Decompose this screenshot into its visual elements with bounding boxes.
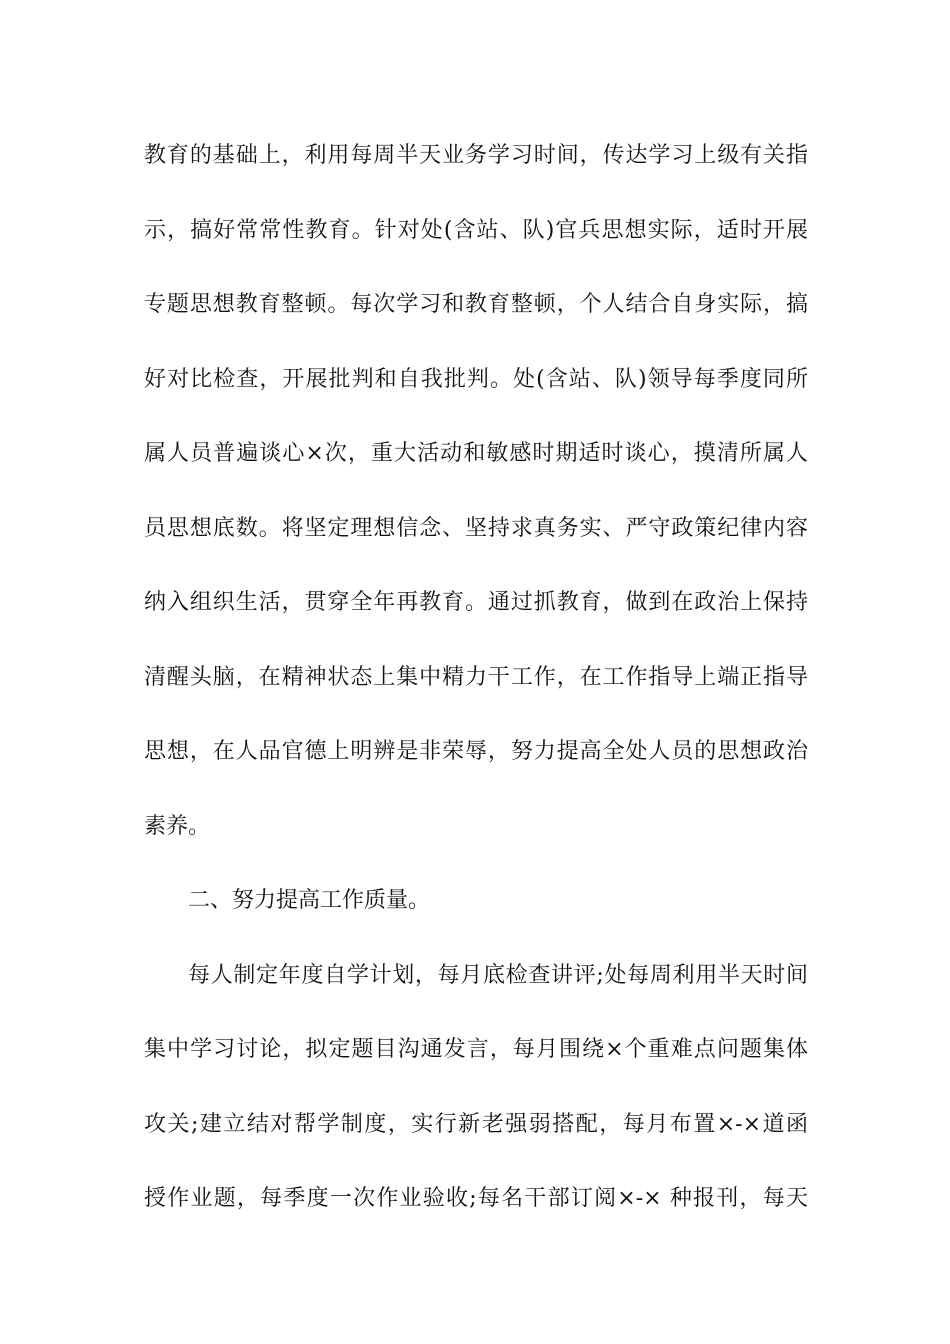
paragraph-line: 好对比检查，开展批判和自我批判。处(含站、队)领导每季度同所: [144, 366, 808, 392]
paragraph-line: 每人制定年度自学计划，每月底检查讲评;处每周利用半天时间: [188, 962, 808, 988]
paragraph-line: 清醒头脑，在精神状态上集中精力干工作，在工作指导上端正指导: [144, 664, 808, 690]
paragraph-line: 专题思想教育整顿。每次学习和教育整顿，个人结合自身实际，搞: [144, 292, 808, 317]
paragraph-line: 属人员普遍谈心×次，重大活动和敏感时期适时谈心，摸清所属人: [144, 441, 808, 466]
section-heading: 二、努力提高工作质量。: [188, 888, 431, 913]
paragraph-line: 纳入组织生活，贯穿全年再教育。通过抓教育，做到在政治上保持: [144, 590, 808, 615]
paragraph-line: 集中学习讨论，拟定题目沟通发言，每月围绕×个重难点问题集体: [144, 1037, 808, 1062]
paragraph-line: 示，搞好常常性教育。针对处(含站、队)官兵思想实际，适时开展: [144, 217, 808, 243]
paragraph-line: 授作业题，每季度一次作业验收;每名干部订阅×-× 种报刊，每天: [144, 1186, 808, 1211]
paragraph-line: 素养。: [144, 813, 211, 839]
paragraph-line: 思想，在人品官德上明辨是非荣辱，努力提高全处人员的思想政治: [144, 739, 808, 764]
paragraph-line: 教育的基础上，利用每周半天业务学习时间，传达学习上级有关指: [144, 143, 808, 168]
body-text: [144, 130, 808, 1248]
paragraph-line: 员思想底数。将坚定理想信念、坚持求真务实、严守政策纪律内容: [144, 515, 808, 541]
paragraph-line: 攻关;建立结对帮学制度，实行新老强弱搭配，每月布置×-×道函: [144, 1111, 808, 1137]
